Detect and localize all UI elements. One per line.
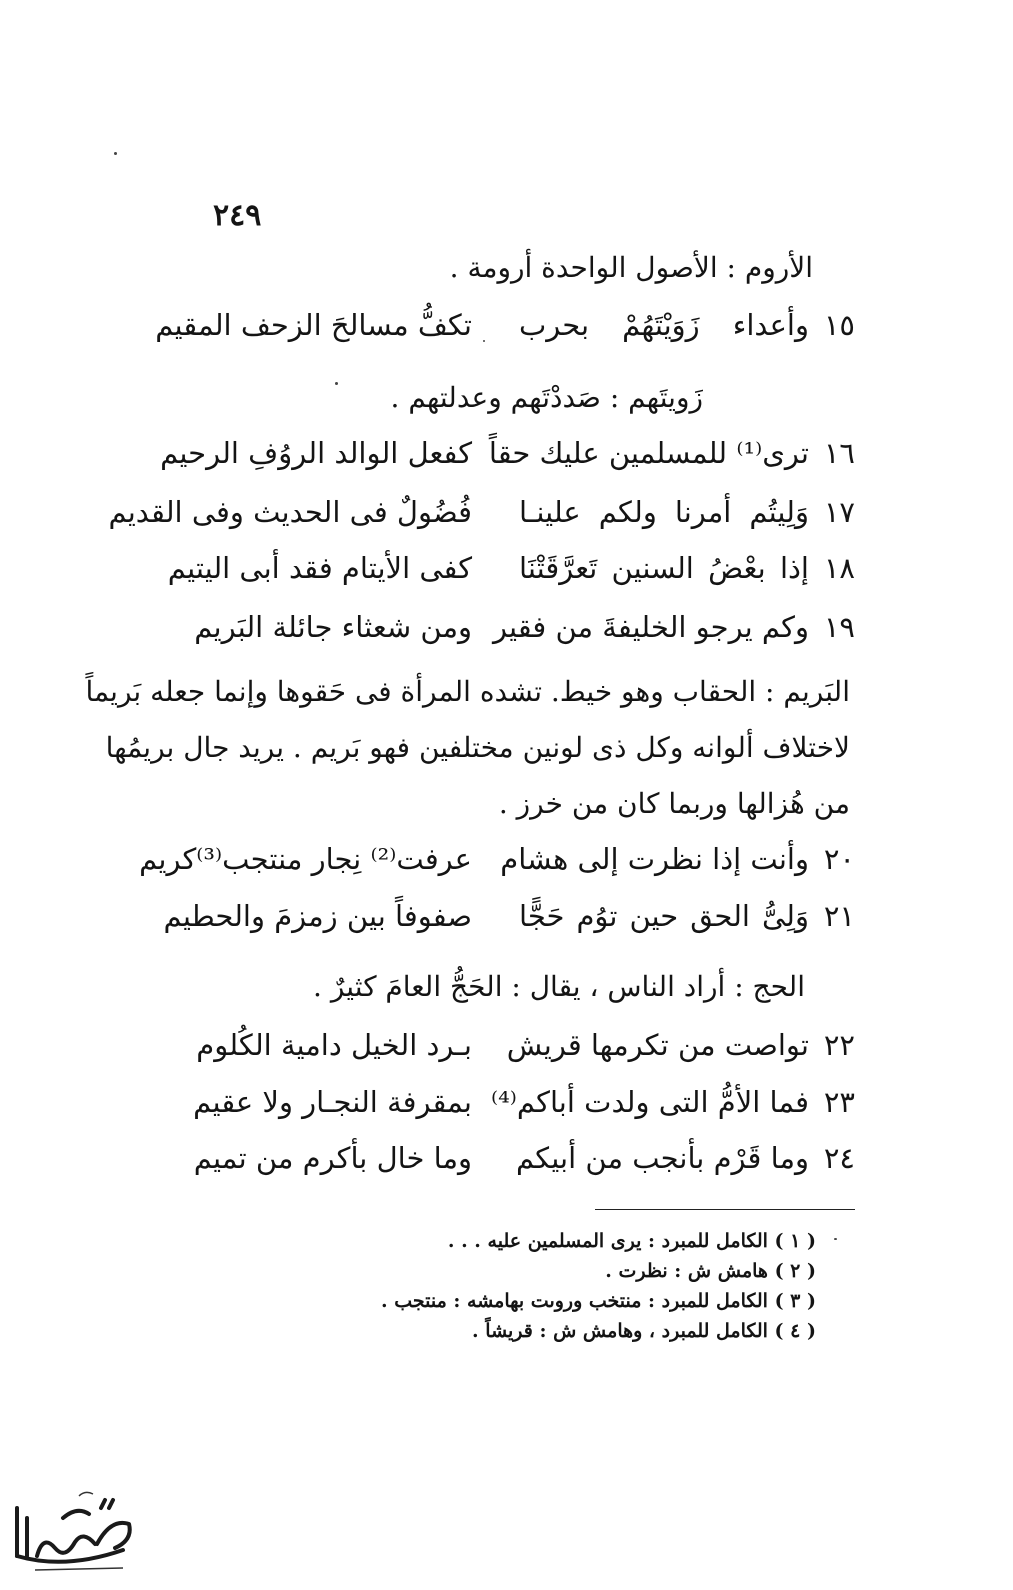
footnote: ( ٤ ) الكامل للمبرد ، وهامش ش : قريشاً .	[472, 1320, 816, 1342]
verse-number: ٢١	[823, 899, 855, 933]
verse-second-hemistich: بـرد الخيل دامية الكُلوم	[196, 1028, 472, 1062]
scan-speck	[114, 152, 117, 155]
verse-second-hemistich: وما خال بأكرم من تميم	[193, 1141, 472, 1175]
verse-first-hemistich: وأنت إذا نظرت إلى هشام	[500, 842, 809, 876]
verse-15	[155, 302, 855, 348]
commentary-bareem	[85, 664, 850, 832]
verse-first-hemistich: ترى⁽¹⁾ للمسلمين عليك حقاً	[488, 436, 809, 470]
page-number: ٢٤٩	[213, 198, 262, 233]
footnotes	[376, 1226, 816, 1346]
verse-number: ١٨	[823, 551, 855, 585]
verse-second-hemistich: عرفت⁽²⁾ نِجار منتجب⁽³⁾كريم	[139, 842, 472, 876]
commentary-line: من هُزالها وربما كان من خرز .	[498, 787, 850, 820]
verse-number: ٢٤	[823, 1141, 855, 1175]
footnote: ( ٢ ) هامش ش : نظرت .	[605, 1260, 816, 1282]
verse-first-hemistich: تواصت من تكرمها قريش	[506, 1028, 809, 1062]
footnote: ( ٣ ) الكامل للمبرد : منتخب وروىت بهامشه : منتجب .	[380, 1290, 816, 1312]
verse-second-hemistich: تكفُّ مسالحَ الزحف المقيم	[155, 308, 472, 342]
verse-number: ٢٠	[823, 842, 855, 876]
verse-18	[167, 545, 855, 591]
verse-number: ١٥	[823, 308, 855, 342]
scan-speck	[483, 340, 485, 342]
verse-first-hemistich: فما الأمُّ التى ولدت أباكم⁽⁴⁾	[490, 1085, 809, 1119]
verse-first-hemistich: وما قَرْم بأنجب من أبيكم	[515, 1141, 809, 1175]
verse-number: ١٩	[823, 610, 855, 644]
verse-first-hemistich: وَلِيتُم أمرنا ولكم علينـا	[519, 495, 809, 529]
verse-number: ١٧	[823, 495, 855, 529]
verse-number: ١٦	[823, 436, 855, 470]
note-zawaytahum: زَويتَهم : صَددْتَهم وعدلتهم .	[390, 381, 703, 414]
scan-speck	[335, 382, 338, 385]
footnote-separator	[595, 1209, 855, 1210]
verse-second-hemistich: كفى الأيتام فقد أبى اليتيم	[167, 551, 472, 585]
note-aroum: الأروم : الأصول الواحدة أرومة .	[449, 251, 813, 284]
verse-24	[193, 1135, 855, 1181]
footnote: ( ١ ) الكامل للمبرد : يرى المسلمين عليه . . .	[447, 1230, 816, 1252]
verse-20	[139, 836, 855, 882]
verse-second-hemistich: صفوفاً بين زمزمَ والحطيم	[163, 899, 472, 933]
verse-second-hemistich: ومن شعثاء جائلة البَريم	[194, 610, 472, 644]
verse-22	[196, 1022, 855, 1068]
verse-21	[163, 893, 855, 939]
commentary-line: لاختلاف ألوانه وكل ذى لونين مختلفين فهو بَريم . يريد جال بريمُها	[105, 731, 850, 764]
scan-speck	[834, 1238, 837, 1240]
verse-second-hemistich: فُضُولٌ فى الحديث وفى القديم	[108, 495, 472, 529]
verse-number: ٢٣	[823, 1085, 855, 1119]
verse-number: ٢٢	[823, 1028, 855, 1062]
verse-16	[160, 430, 855, 476]
verse-second-hemistich: بمقرفة النجـار ولا عقيم	[193, 1085, 472, 1119]
verse-first-hemistich: إذا بعْضُ السنين تَعرَّقَتْنَا	[519, 551, 809, 585]
verse-first-hemistich: وأعداء زَوَيْتَهُمْ بحرب	[519, 308, 809, 342]
verse-first-hemistich: وَلِىُّ الحق حين توُم حَجًّا	[519, 899, 809, 933]
commentary-line: البَريم : الحقاب وهو خيط. تشده المرأة فى حَقوها وإنما جعله بَريماً	[85, 675, 850, 708]
verse-second-hemistich: كفعل الوالد الروُفِ الرحيم	[160, 436, 472, 470]
verse-23	[193, 1079, 855, 1125]
calligraphy-stamp-icon	[5, 1478, 140, 1578]
note-hajj: الحج : أراد الناس ، يقال : الحَجُّ العامَ كثيرٌ .	[313, 970, 805, 1003]
verse-first-hemistich: وكم يرجو الخليفةَ من فقير	[492, 610, 809, 644]
verse-17	[108, 489, 855, 535]
verse-19	[194, 604, 855, 650]
